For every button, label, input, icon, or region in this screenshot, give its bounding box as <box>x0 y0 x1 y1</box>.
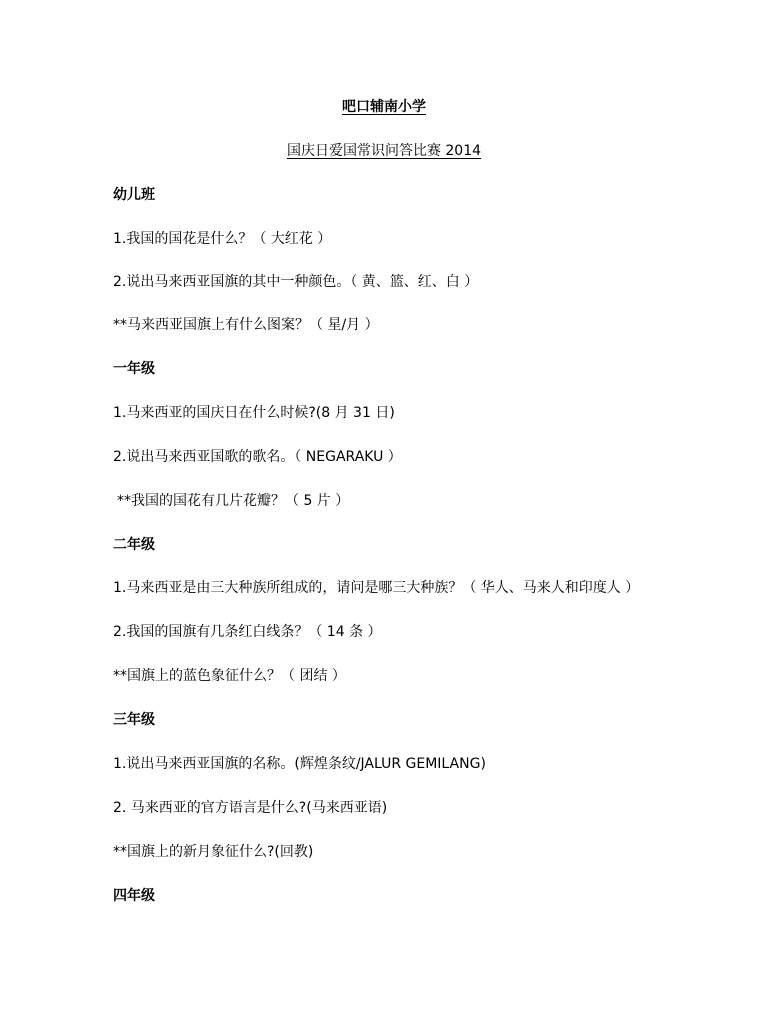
section-heading-year3: 三年级 <box>113 712 155 728</box>
section-heading-year2: 二年级 <box>113 537 155 553</box>
section-heading-year1: 一年级 <box>113 361 155 377</box>
question-y2-2: 2.我国的国旗有几条红白线条？（ 14 条 ） <box>113 624 382 640</box>
question-y1-1: 1.马来西亚的国庆日在什么时候?(8 月 31 日) <box>113 405 395 421</box>
question-y1-bonus: **我国的国花有几片花瓣？（ 5 片 ） <box>117 493 350 509</box>
question-k-1: 1.我国的国花是什么？（ 大红花 ） <box>113 231 332 247</box>
section-heading-kindergarten: 幼儿班 <box>113 187 155 203</box>
section-heading-year4: 四年级 <box>113 888 155 904</box>
question-y3-bonus: **国旗上的新月象征什么?(回教) <box>113 844 314 860</box>
school-name: 吧口辅南小学 <box>342 99 426 115</box>
question-y3-1: 1.说出马来西亚国旗的名称。(辉煌条纹/JALUR GEMILANG) <box>113 756 486 772</box>
question-y1-2: 2.说出马来西亚国歌的歌名。（ NEGARAKU ） <box>113 449 402 465</box>
document-title: 国庆日爱国常识问答比赛 2014 <box>286 143 482 159</box>
question-y3-2: 2. 马来西亚的官方语言是什么?(马来西亚语) <box>113 800 388 816</box>
question-y2-1: 1.马来西亚是由三大种族所组成的，请问是哪三大种族？（ 华人、马来人和印度人 ） <box>113 580 640 596</box>
question-k-2: 2.说出马来西亚国旗的其中一种颜色。（ 黄、篮、红、白 ） <box>113 274 479 290</box>
question-y2-bonus: **国旗上的蓝色象征什么？（ 团结 ） <box>113 668 346 684</box>
question-k-bonus: **马来西亚国旗上有什么图案？（ 星/月 ） <box>113 317 379 333</box>
